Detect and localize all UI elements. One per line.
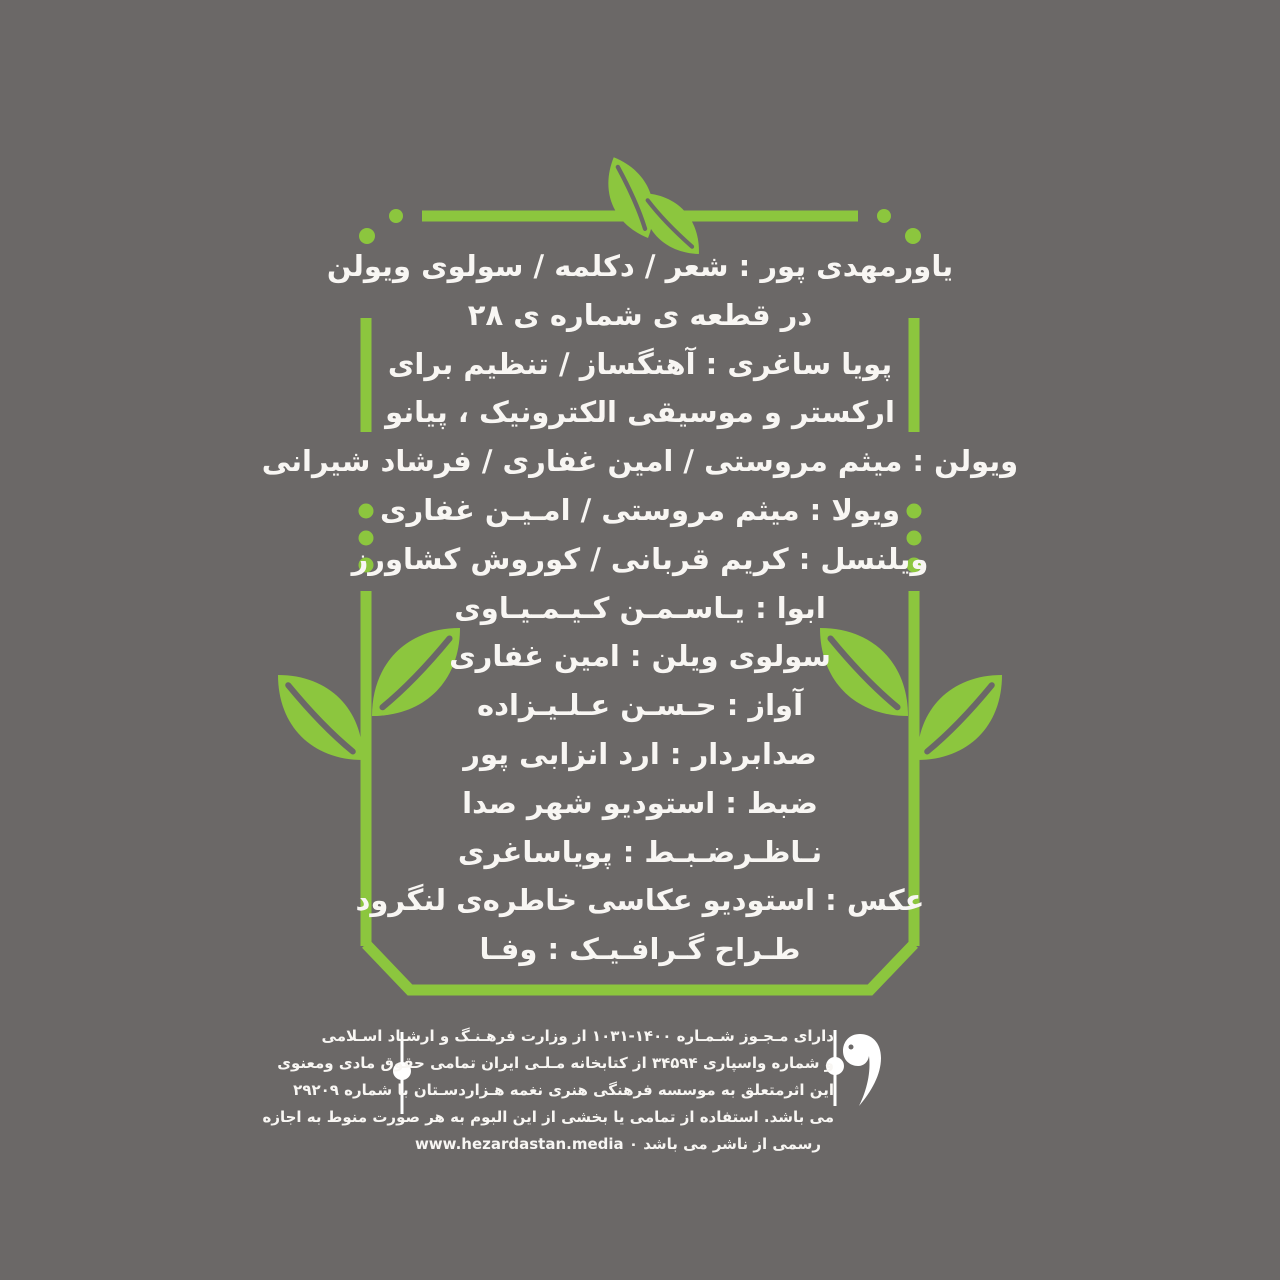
credit-line-violin: ویولن : میثم مروستی / امین غفاری / فرشاد شیرانی — [261, 444, 1019, 479]
website-url: www.hezardastan.media — [414, 1135, 624, 1153]
corner-dot — [877, 209, 891, 223]
credit-line-composer-2: ارکستر و موسیقی الکترونیک ، پیانو — [385, 395, 895, 430]
credit-line-composer: پویا ساغری : آهنگساز / تنظیم برای — [387, 346, 893, 381]
credit-line-sound-engineer: صدابردار : ارد انزابی پور — [463, 736, 817, 771]
credit-line-viola: ویولا : میثم مروستی / امـیـن غفاری — [379, 492, 901, 527]
top-divider — [359, 157, 921, 254]
credit-line-poet: یاورمهدی پور : شعر / دکلمه / سولوی ویولن — [326, 249, 954, 283]
license-line: می باشد. استفاده از تمامی یا بخشی از این البوم به هر صورت منوط به اجازه — [262, 1108, 834, 1126]
license-line: این اثرمتعلق به موسسه فرهنگی هنری نغمه هـزاردسـتان با شماره ۲۹۲۰۹ — [293, 1081, 834, 1099]
leaf-sprig-icon — [591, 157, 701, 254]
bass-clef-icon — [843, 1034, 881, 1106]
credit-line-track: در قطعه ی شماره ی ۲۸ — [467, 297, 813, 332]
license-line: و شماره واسپاری ۳۴۵۹۴ از کتابخانه مـلـی ایران تمامی حقوق مادی ومعنوی — [277, 1054, 834, 1072]
credit-line-vocals: آواز : حـسـن عـلـیـزاده — [476, 688, 804, 723]
credit-line-graphic-designer: طـراح گـرافـیـک : وفـا — [479, 932, 801, 967]
license-block — [262, 1023, 834, 1158]
credit-line-photo: عکس : استودیو عکاسی خاطره‌ی لنگرود — [355, 883, 925, 918]
credit-line-cello: ویلنسل : کریم قربانی / کوروش کشاورز — [351, 541, 929, 576]
credit-line-recording: ضبط : استودیو شهر صدا — [462, 785, 818, 820]
credit-line-solo-violin: سولوی ویلن : امین غفاری — [449, 639, 831, 674]
license-line: دارای مـجـوز شـمـاره ‪۱۰۳۱-۱۴۰۰‬ از وزارت فرهـنـگ و ارشـاد اسـلامی — [321, 1027, 834, 1045]
publisher-note: رسمی از ناشر می باشد ۰ — [628, 1135, 822, 1153]
credit-line-oboe: ابوا : یـاسـمـن کـیـمـیـاوی — [454, 590, 826, 625]
credit-line-recording-supervisor: نـاظـرضـبـط : پویاساغری — [457, 834, 823, 869]
publisher-line — [402, 1131, 834, 1158]
credits-block — [0, 242, 1280, 974]
corner-dot — [389, 209, 403, 223]
